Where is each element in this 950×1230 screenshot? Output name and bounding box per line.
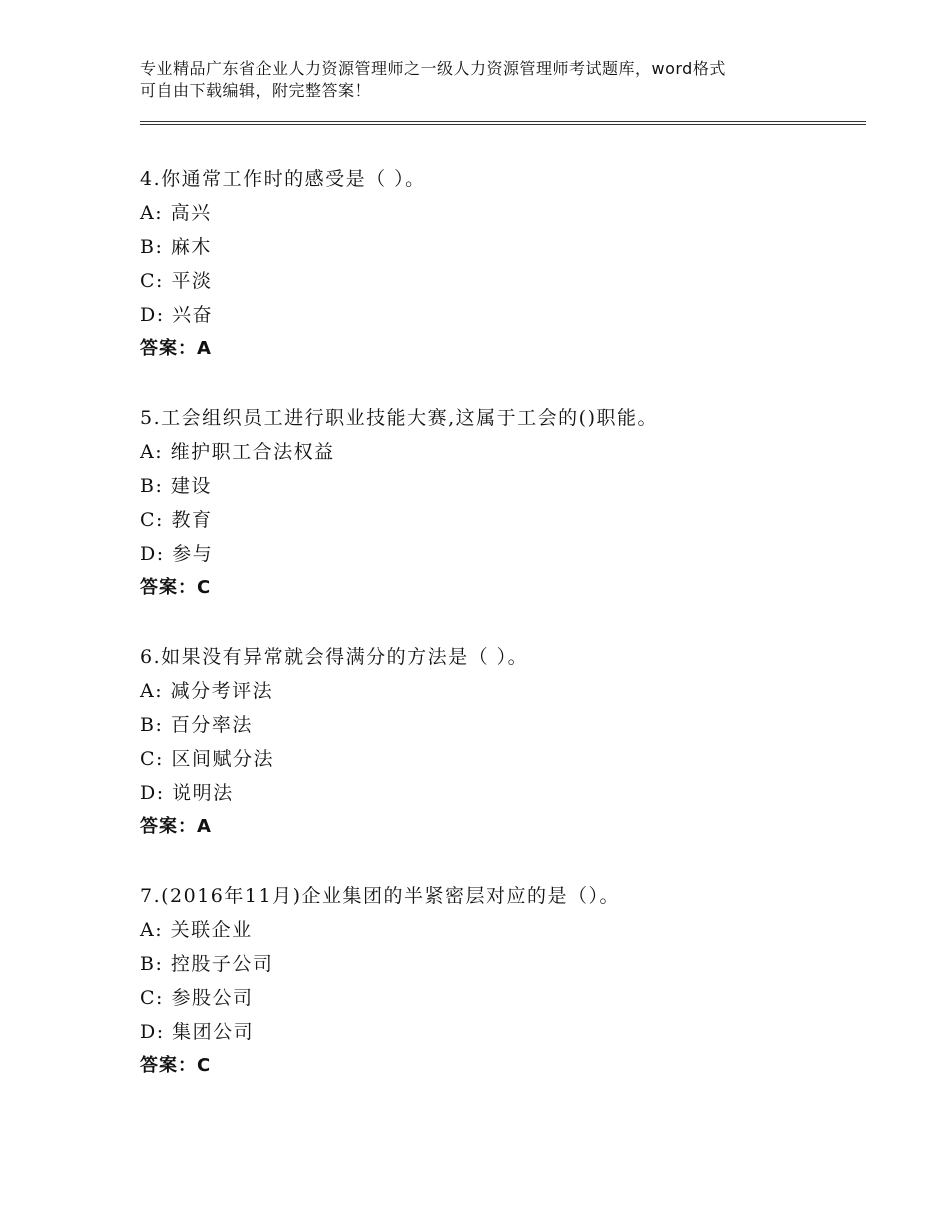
option-d: D: 集团公司	[140, 1021, 255, 1043]
question-stem: 5.工会组织员工进行职业技能大赛,这属于工会的()职能。	[140, 407, 658, 429]
question-list	[140, 162, 860, 1118]
header-title-line-2: 可自由下载编辑，附完整答案！	[140, 81, 372, 100]
option-a: A: 高兴	[140, 202, 212, 224]
answer-label: 答案：A	[140, 816, 212, 837]
option-a: A: 关联企业	[140, 919, 253, 941]
question-stem: 7.(2016年11月)企业集团的半紧密层对应的是（）。	[140, 885, 620, 907]
answer-label: 答案：A	[140, 338, 212, 359]
option-a: A: 减分考评法	[140, 680, 274, 702]
option-d: D: 参与	[140, 543, 214, 565]
option-d: D: 说明法	[140, 782, 234, 804]
option-c: C: 参股公司	[140, 987, 254, 1009]
option-c: C: 平淡	[140, 270, 213, 292]
answer-label: 答案：C	[140, 577, 212, 598]
question-4	[140, 162, 860, 366]
option-d: D: 兴奋	[140, 304, 214, 326]
question-stem: 4.你通常工作时的感受是（ ）。	[140, 168, 426, 190]
question-5	[140, 401, 860, 605]
option-a: A: 维护职工合法权益	[140, 441, 335, 463]
option-c: C: 教育	[140, 509, 213, 531]
header-divider-top	[140, 121, 866, 122]
option-b: B: 控股子公司	[140, 953, 274, 975]
header-title-line-1: 专业精品广东省企业人力资源管理师之一级人力资源管理师考试题库，word格式	[140, 59, 726, 78]
header-divider-bottom	[140, 124, 866, 125]
option-b: B: 建设	[140, 475, 212, 497]
option-b: B: 麻木	[140, 236, 212, 258]
question-stem: 6.如果没有异常就会得满分的方法是（ ）。	[140, 646, 529, 668]
document-header	[140, 58, 840, 102]
question-7	[140, 879, 860, 1083]
option-b: B: 百分率法	[140, 714, 253, 736]
answer-label: 答案：C	[140, 1055, 212, 1076]
option-c: C: 区间赋分法	[140, 748, 274, 770]
question-6	[140, 640, 860, 844]
